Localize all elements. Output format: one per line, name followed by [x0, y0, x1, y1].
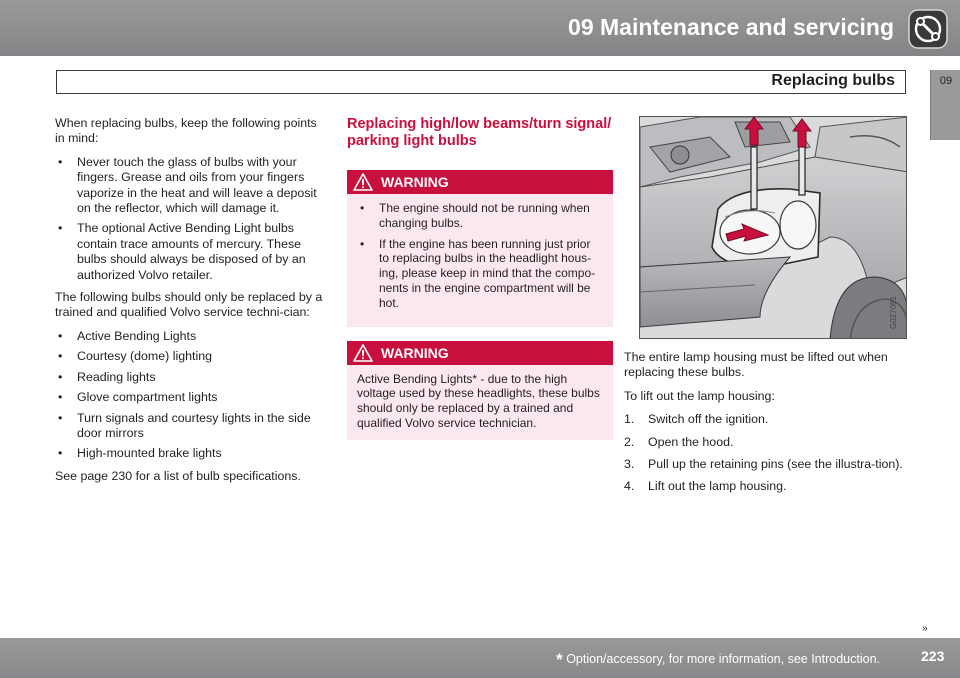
warning-box-active-bending: [347, 341, 613, 440]
figure-code: G027081: [889, 296, 898, 329]
footnote-text: Option/accessory, for more information, see Introduction.: [562, 652, 880, 666]
footnote-star: *: [556, 650, 563, 669]
chapter-title: 09 Maintenance and servicing: [568, 14, 894, 40]
service-intro-paragraph: The following bulbs should only be replaced by a trained and qualified Volvo service techni-cian:: [55, 290, 323, 320]
service-bulbs-list: [55, 329, 323, 462]
column-left: [55, 116, 323, 492]
section-heading: Replacing high/low beams/turn signal/ parking light bulbs: [347, 116, 612, 149]
column-right: [624, 350, 907, 502]
warning-body: [347, 365, 613, 431]
section-title-bar: [56, 70, 906, 94]
list-item: • The optional Active Bending Light bulbs contain trace amounts of mercury. These bulbs should always be disposed of by an authorized Volvo retailer.: [55, 221, 323, 283]
step-text: Pull up the retaining pins (see the illustra-tion).: [648, 457, 903, 472]
headlight-drawing: [640, 117, 907, 339]
column-middle: [347, 116, 613, 454]
warning-title: WARNING: [381, 174, 449, 190]
warning-header: [347, 170, 613, 194]
list-item: • Courtesy (dome) lighting: [55, 349, 323, 364]
warning-box-engine: [347, 170, 613, 327]
warning-text: Active Bending Lights* - due to the high voltage used by these headlights, these bulbs should only be replaced by a trained and qualified Volvo service technician.: [357, 371, 600, 430]
step-text: Switch off the ignition.: [648, 412, 769, 427]
step-text: Lift out the lamp housing.: [648, 479, 787, 494]
list-item: [624, 457, 907, 472]
list-item: • Active Bending Lights: [55, 329, 323, 344]
next-page-arrows[interactable]: ››: [922, 623, 927, 634]
warning-body: [347, 194, 613, 311]
list-item: • Reading lights: [55, 370, 323, 385]
list-item: • High-mounted brake lights: [55, 446, 323, 461]
see-page-reference: See page 230 for a list of bulb specifications.: [55, 468, 301, 483]
chapter-tab: [930, 70, 960, 140]
footnote: [556, 650, 880, 670]
step-number: 1.: [624, 412, 635, 427]
intro-paragraph: When replacing bulbs, keep the following points in mind:: [55, 116, 317, 146]
steps-list: [624, 412, 907, 495]
chapter-tab-label: 09: [939, 75, 953, 87]
page-number: 223: [921, 648, 945, 664]
warning-triangle-icon: [353, 173, 373, 191]
wrench-icon: [908, 9, 948, 49]
step-number: 3.: [624, 457, 635, 472]
footer-banner: [0, 638, 960, 678]
list-item: • Glove compartment lights: [55, 390, 323, 405]
step-number: 2.: [624, 434, 635, 449]
warning-header: [347, 341, 613, 365]
warning-triangle-icon: [353, 344, 373, 362]
list-item: • If the engine has been running just prior to replacing bulbs in the headlight hous-ing, please keep in mind that the compo-nents in the engine compartment will be hot.: [357, 237, 603, 311]
steps-intro: To lift out the lamp housing:: [624, 388, 775, 403]
warning-list: [357, 201, 603, 311]
list-item: • Turn signals and courtesy lights in the side door mirrors: [55, 411, 323, 442]
list-item: [624, 479, 907, 494]
step-text: Open the hood.: [648, 434, 734, 449]
list-item: [624, 412, 907, 427]
warning-title: WARNING: [381, 344, 449, 361]
section-title: Replacing bulbs: [771, 72, 895, 89]
figure-caption: The entire lamp housing must be lifted out when replacing these bulbs.: [624, 350, 888, 380]
list-item: • The engine should not be running when changing bulbs.: [357, 201, 603, 231]
step-number: 4.: [624, 479, 635, 494]
tips-list: [55, 155, 323, 283]
list-item: [624, 435, 907, 450]
list-item: • Never touch the glass of bulbs with your fingers. Grease and oils from your fingers vaporize in the heat and will leave a deposit on the reflector, which will damage it.: [55, 155, 323, 217]
header-banner: [0, 0, 960, 56]
headlight-illustration: [639, 116, 907, 339]
